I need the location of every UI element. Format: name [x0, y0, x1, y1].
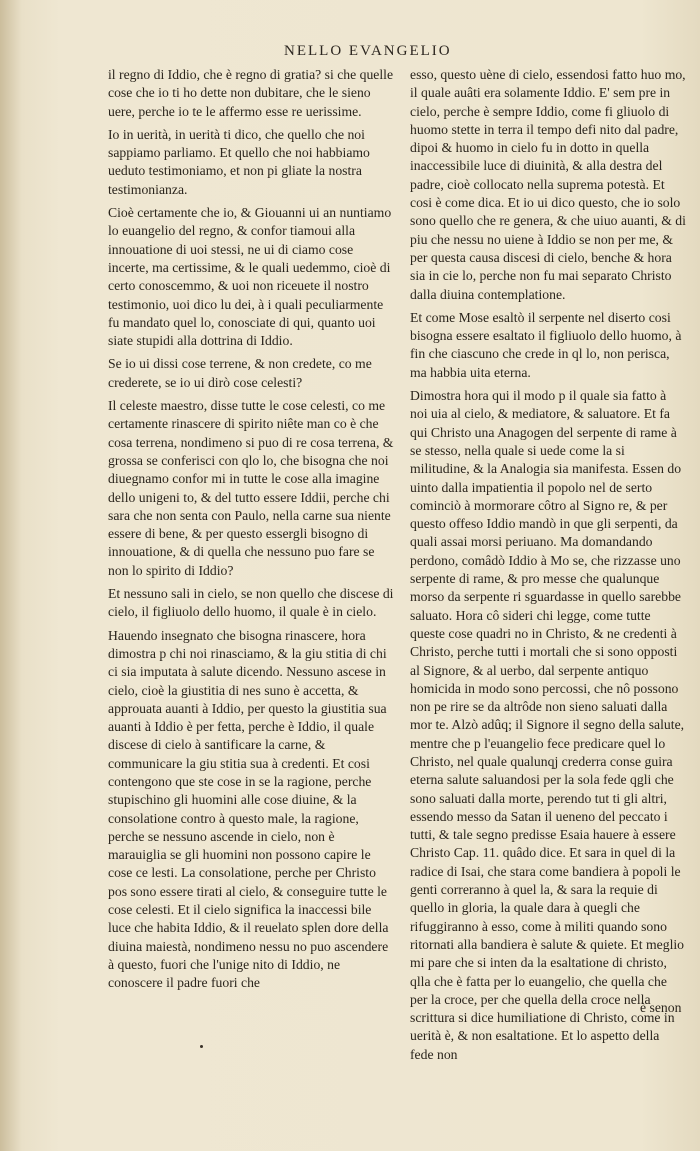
right-column [410, 66, 686, 1069]
running-header: NELLO EVANGELIO [284, 43, 452, 59]
paragraph: il regno di Iddio, che è regno di gratia? si che quelle cose che io ti ho dette non dubitare, che le sieno uere, perche io te le affermo esse re uerissime. [108, 67, 394, 119]
left-column [108, 66, 394, 998]
paragraph: Dimostra hora qui il modo p il quale sia fatto à noi uia al cielo, & mediatore, & saluatore. Et fa qui Christo una Anagogen del serpente di rame à se stesso, nella quale si uede come la si militudine, & la Analogia sia manifesta. Essen do uinto dalla impatientia il popolo nel de serto cominciò à mormorare côtro al Signo re, & per questo offeso Iddio mandò in que gli serpenti, da quali assai morsi periuano. Ma domandando perdono, comâdò Iddio à Mo se, che rizzasse uno serpente di rame, & pro messe che qualunque morso da serpente ri sguardasse in quello sarebbe saluato. Hora cô sideri chi legge, come tutte queste cose quadri no in Christo, & ne credenti à Christo, perche tutti i mortali che si sono opposti al Signore, & al uerbo, dal serpente antiquo homicida in modo sono percossi, che nô possono non pe rire se da altrôde non sieno saluati dalla mor te. Alzò adûq; il Signore il segno della salute, mentre che p l'euangelio fece predicare quel lo Christo, nel quale qualunqj crederra conse guira eterna salute saluandosi per la sola fede qgli che sono saluati dalla morte, perendo tut ti gli altri, essendo messo da Satan il ueneno del peccato i tutti, & tale segno predisse Esaia hauere à essere Christo Cap. 11. quâdo dice. Et sara in quel di la radice di Isai, che stara come bandiera à popoli le genti correranno à quel la, & sara la requie di quello in gloria, la quale dara à quegli che rifuggiranno à esso, come à militi quando sono ritornati alla bandiera è salute & quiete. Et meglio mi pare che si inten da la esaltatione di christo, qlla che è fatta per lo euangelio, che quella che per la croce, per che quella della croce nella scrittura si dice humiliatione di Christo, come in uerità è, & non esaltatione. Et lo aspetto della fede non [410, 388, 685, 1062]
catchword: è senon [640, 1000, 682, 1015]
paragraph: Et nessuno sali in cielo, se non quello che discese di cielo, il figliuolo dello huomo, il quale è in cielo. [108, 586, 394, 620]
paragraph: Io in uerità, in uerità ti dico, che quello che noi sappiamo parliamo. Et quello che noi habbiamo ueduto testimoniamo, et non pi gliate la nostra testimonianza. [108, 126, 370, 197]
paragraph: esso, questo uène di cielo, essendosi fatto huo mo, il quale auâti era solamente Iddio. E' sem pre in cielo, perche è sempre Iddio, come fi gliuolo di huomo stette in terra il tempo defi nito dal padre, dipoi & huomo in cielo fu in dotto in quella inaccessibile luce di diuinità, & alla destra del padre, cioè collocato nella suprema potestà. Et cosi è come dica. Et io ui dico questo, che io solo sono quello che re genera, & che uiuo auanti, & di piu che nessu no uiene à Iddio se non per me, & per questa causa discesi di cielo, benche & hora sia in cie lo, perche non fu mai separato Christo dalla diuina contemplatione. [410, 67, 686, 302]
paragraph: Il celeste maestro, disse tutte le cose celesti, co me certamente rinascere di spirito niête man co è che cosa terrena, nondimeno si puo di re cosa terrena, & grossa se conferisci con qlo lo, che bisogna che noi diuegnamo confor mi in tutte le cose alla imagine dello unigeni to, & del tutto essere Iddii, perche chi sara che non senta con Paulo, nella carne sua niente essere di bene, & per questo essergli bisogno di innouatione, & di quella che nessuno puo fare se non lo spirito di Iddio? [108, 398, 394, 578]
paragraph: Et come Mose esaltò il serpente nel diserto cosi bisogna essere esaltato il figliuolo dello huomo, à fin che ciascuno che crede in ql lo, non perisca, ma habbia uita eterna. [410, 309, 682, 380]
paragraph: Hauendo insegnato che bisogna rinascere, hora dimostra p chi noi rinasciamo, & la giu stitia di chi ci sia imputata à salute dicendo. Nessuno ascese in cielo, cioè la giustitia di nes suno è accetta, & approuata auanti à Iddio, per questo la giustitia sua auanti à Iddio è per fetta, perche è Iddio, il quale discese di cielo à santificare la carne, & communicare la giu stitia sua à credenti. Et cosi contengono que ste cose in se la ragione, perche stupischino gli huomini alle cose diuine, & la consolatione contro à questo male, la ragione, perche se nessuno ascende in cielo, non è marauiglia se gli huomini non possono capire le cose ce lesti. La consolatione, perche per Christo pos sono essere tirati al cielo, & conseguire tutte le cose celesti. Et il cielo significa la inaccessi bile luce che habita Iddio, & il reuelato splen dore della diuina maiestà, nondimeno nessu no puo ascendere à questo, fuori che l'unige nito di Iddio, ne conoscere il padre fuori che [108, 627, 389, 991]
paragraph: Cioè certamente che io, & Giouanni ui an nuntiamo lo euangelio del regno, & confor tiamoui alla innouatione di uoi stessi, ne ui di ciamo cose incerte, ma certissime, & le quali uedemmo, cioè di certo conoscemmo, & uoi non riceuete il nostro testimonio, uoi dico lu dei, à i quali peculiarmente fu mandato quel lo, conosciate di qui, quanto uoi siate stupidi alla dottrina di Iddio. [108, 205, 392, 349]
paragraph: Se io ui dissi cose terrene, & non credete, co me crederete, se io ui dirò cose celesti? [108, 356, 372, 390]
ink-dot [200, 1045, 203, 1048]
